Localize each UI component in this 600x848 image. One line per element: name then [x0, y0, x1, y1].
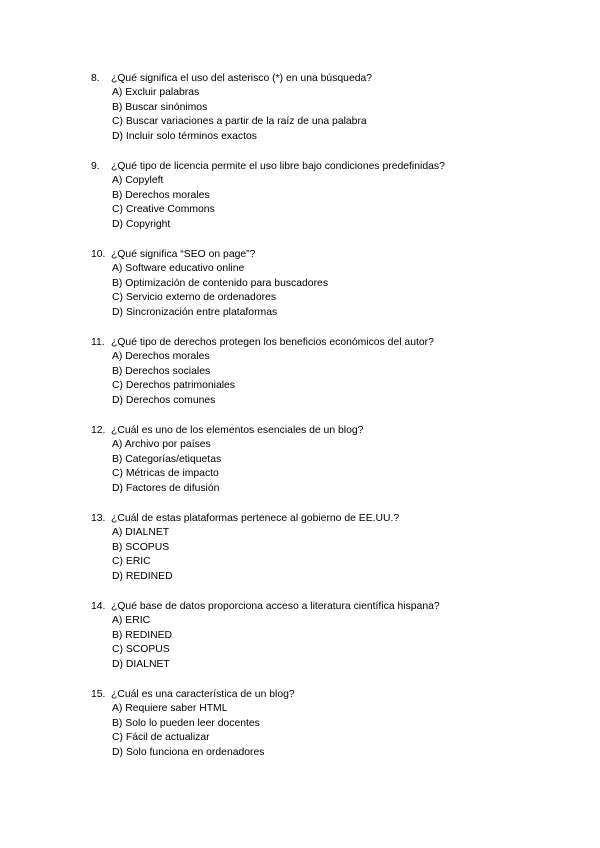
option-c: C) Creative Commons [112, 204, 215, 216]
option-list [91, 526, 571, 585]
question-text-line [91, 335, 571, 350]
option-d: D) REDINED [112, 571, 173, 583]
question-14 [91, 599, 571, 673]
option-d: D) Copyright [112, 219, 171, 231]
question-text: ¿Qué tipo de derechos protegen los beneficios económicos del autor? [111, 337, 434, 348]
option-a: A) ERIC [112, 615, 151, 626]
option-b: B) SCOPUS [112, 541, 170, 553]
question-number: 15. [91, 689, 106, 700]
question-text: ¿Cuál de estas plataformas pertenece al gobierno de EE.UU.? [111, 513, 400, 524]
option-list [91, 262, 571, 321]
question-text: ¿Qué tipo de licencia permite el uso libre bajo condiciones predefinidas? [111, 161, 445, 172]
question-11 [91, 335, 571, 409]
option-b: B) Derechos sociales [112, 365, 211, 377]
question-text-line [91, 159, 571, 174]
question-text-line [91, 511, 571, 526]
option-b: B) REDINED [112, 629, 173, 641]
question-number: 12. [91, 425, 106, 436]
question-15 [91, 687, 571, 761]
question-8 [91, 71, 571, 145]
option-d: D) DIALNET [112, 659, 170, 671]
option-b: B) Derechos morales [112, 189, 210, 201]
option-c: C) Fácil de actualizar [112, 732, 210, 744]
option-c: C) ERIC [112, 556, 151, 568]
question-12 [91, 423, 571, 497]
option-d: D) Incluir solo términos exactos [112, 131, 257, 143]
question-text-line [91, 247, 571, 262]
question-number: 13. [91, 513, 106, 524]
option-c: C) Servicio externo de ordenadores [112, 292, 277, 304]
option-a: A) DIALNET [112, 527, 170, 538]
question-text: ¿Qué base de datos proporciona acceso a literatura científica hispana? [111, 601, 440, 612]
question-number: 11. [91, 337, 105, 348]
question-text: ¿Cuál es uno de los elementos esenciales de un blog? [111, 425, 364, 436]
question-text-line [91, 687, 571, 702]
option-a: A) Derechos morales [112, 351, 210, 362]
option-list [91, 350, 571, 409]
question-text-line [91, 423, 571, 438]
option-c: C) SCOPUS [112, 644, 170, 656]
option-list [91, 174, 571, 233]
question-number: 10. [91, 249, 106, 260]
option-list [91, 614, 571, 673]
option-d: D) Derechos comunes [112, 395, 216, 407]
question-10 [91, 247, 571, 321]
option-a: A) Archivo por países [112, 439, 211, 450]
option-c: C) Métricas de impacto [112, 468, 219, 480]
option-a: A) Software educativo online [112, 263, 245, 274]
option-list [91, 702, 571, 761]
question-9 [91, 159, 571, 233]
option-list [91, 86, 571, 145]
option-c: C) Derechos patrimoniales [112, 380, 236, 392]
question-13 [91, 511, 571, 585]
question-number: 14. [91, 601, 106, 612]
question-text-line [91, 71, 571, 86]
option-list [91, 438, 571, 497]
option-b: B) Buscar sinónimos [112, 101, 208, 113]
question-text: ¿Qué significa el uso del asterisco (*) en una búsqueda? [111, 73, 373, 84]
question-text: ¿Cuál es una característica de un blog? [111, 689, 295, 700]
question-text-line [91, 599, 571, 614]
option-d: D) Factores de difusión [112, 483, 220, 495]
question-number: 9. [91, 161, 100, 172]
option-b: B) Optimización de contenido para buscadores [112, 277, 329, 289]
question-text: ¿Qué significa “SEO on page”? [111, 249, 256, 260]
option-c: C) Buscar variaciones a partir de la raíz de una palabra [112, 116, 367, 128]
option-d: D) Solo funciona en ordenadores [112, 747, 265, 759]
option-d: D) Sincronización entre plataformas [112, 307, 278, 319]
question-number: 8. [91, 73, 100, 84]
option-a: A) Requiere saber HTML [112, 703, 228, 714]
option-b: B) Solo lo pueden leer docentes [112, 717, 260, 729]
option-a: A) Excluir palabras [112, 87, 200, 98]
option-b: B) Categorías/etiquetas [112, 453, 222, 465]
option-a: A) Copyleft [112, 175, 164, 186]
